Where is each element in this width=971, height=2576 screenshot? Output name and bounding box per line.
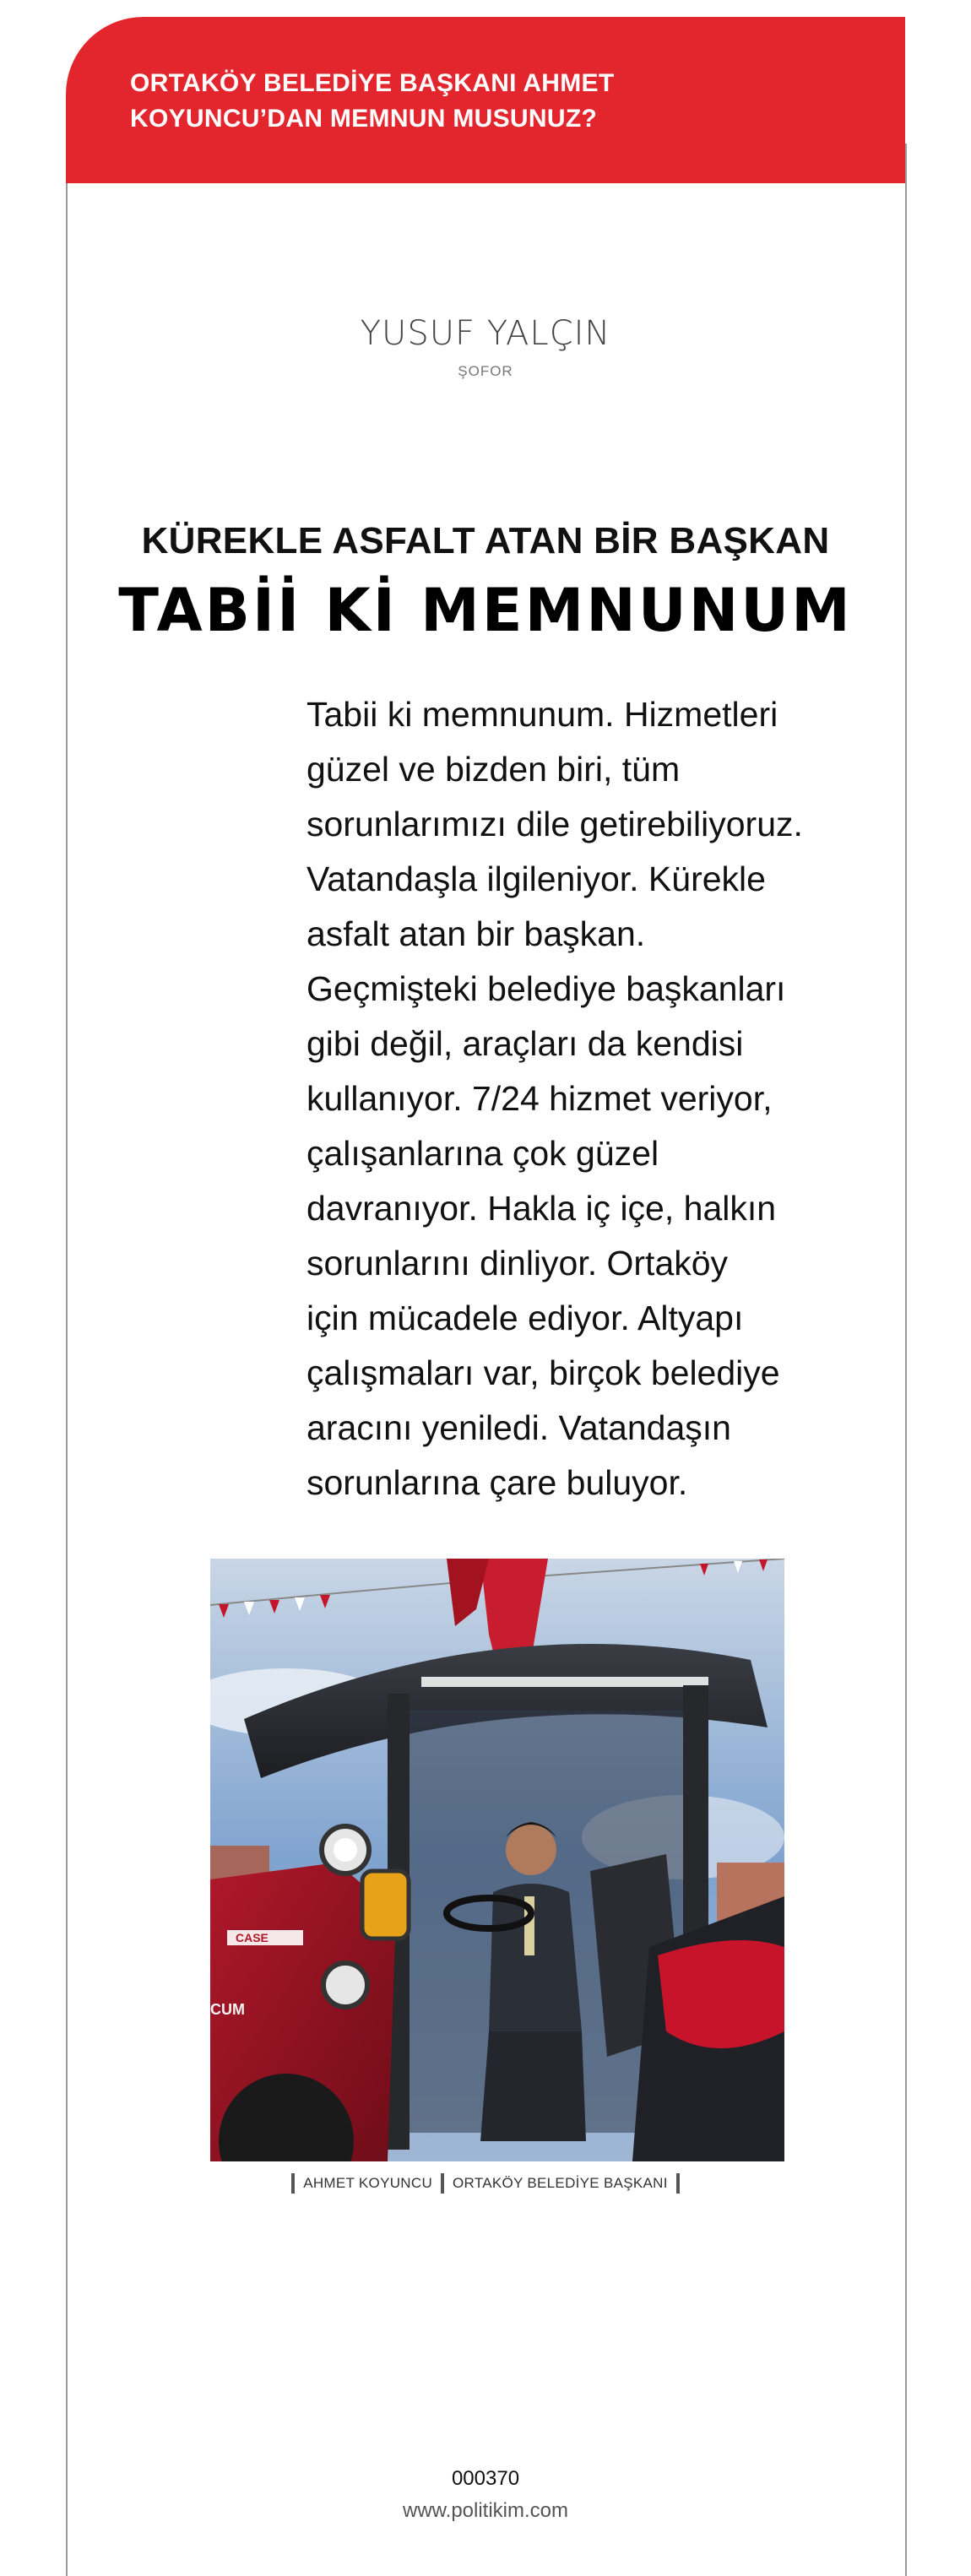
footer-page-id: 000370 [451,2467,520,2490]
article-kicker: KÜREKLE ASFALT ATAN BİR BAŞKAN [141,520,830,561]
body-line: aracını yeniledi. Vatandaşın [306,1408,731,1447]
body-line: asfalt atan bir başkan. [306,914,646,953]
caption-divider [441,2173,444,2194]
photo-caption [0,2173,971,2194]
body-line: davranıyor. Hakla iç içe, halkın [306,1189,777,1228]
tractor-side-text: CUM [210,2001,245,2018]
body-line: çalışmaları var, birçok belediye [306,1353,780,1392]
body-line: Geçmişteki belediye başkanları [306,969,786,1008]
body-line: Vatandaşla ilgileniyor. Kürekle [306,860,766,898]
body-line: sorunlarımızı dile getirebiliyoruz. [306,805,803,843]
body-line: kullanıyor. 7/24 hizmet veriyor, [306,1079,773,1118]
article-body [306,687,803,1510]
caption-divider [291,2173,295,2194]
caption-name: AHMET KOYUNCU [303,2175,433,2191]
body-line: Tabii ki memnunum. Hizmetleri [306,695,778,734]
body-line: gibi değil, araçları da kendisi [306,1024,744,1063]
body-line: çalışanlarına çok güzel [306,1134,659,1173]
caption-divider [676,2173,680,2194]
banner-title-line-1: ORTAKÖY BELEDİYE BAŞKANI AHMET [130,69,615,97]
body-line: sorunlarını dinliyor. Ortaköy [306,1244,729,1283]
banner-title [130,66,806,137]
caption-title: ORTAKÖY BELEDİYE BAŞKANI [453,2175,668,2191]
author-name: YUSUF YALÇIN [360,314,611,353]
body-line: için mücadele ediyor. Altyapı [306,1299,744,1337]
body-line: güzel ve bizden biri, tüm [306,750,681,789]
author-role: ŞOFOR [458,363,513,379]
banner-title-line-2: KOYUNCU’DAN MEMNUN MUSUNUZ? [130,105,598,133]
header-banner [66,17,905,183]
article-headline: TABİİ Kİ MEMNUNUM [118,576,853,645]
article-photo [210,1559,784,2161]
tractor-brand-text: CASE [236,1931,269,1944]
footer-url[interactable]: www.politikim.com [402,2499,569,2522]
body-line: sorunlarına çare buluyor. [306,1463,688,1502]
